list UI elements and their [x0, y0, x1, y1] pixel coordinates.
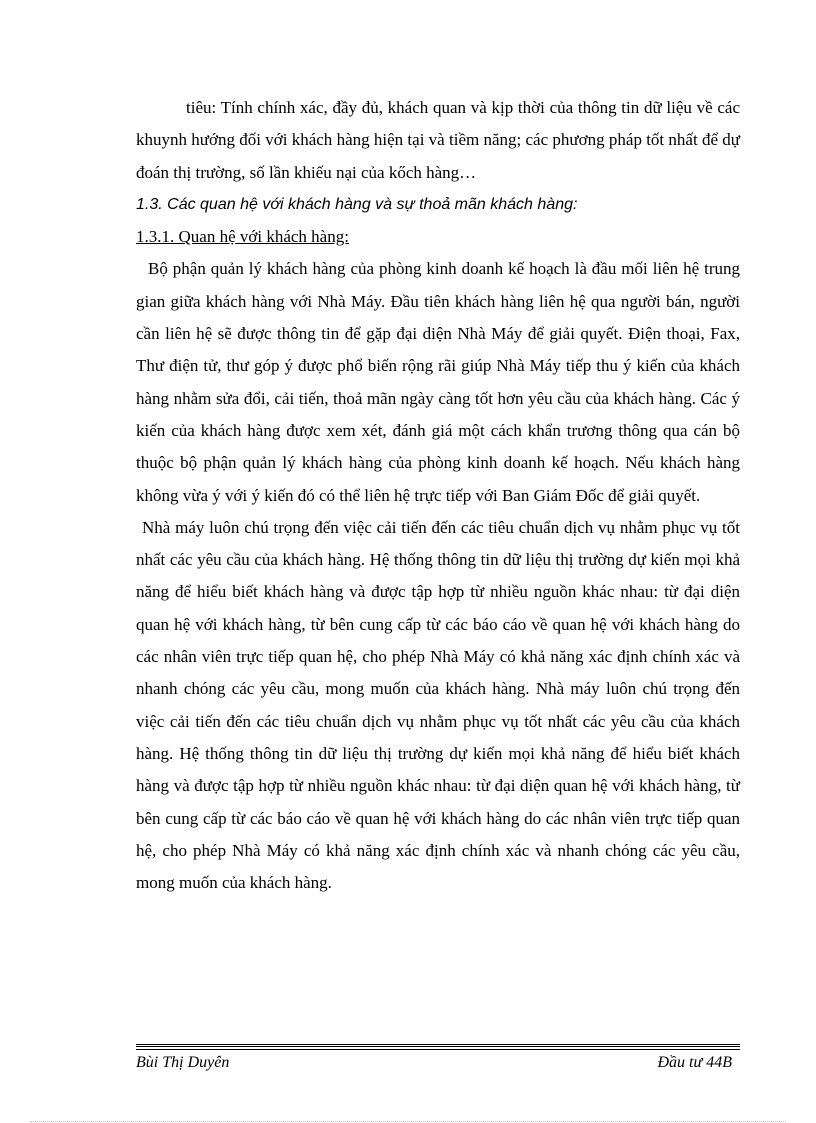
document-body	[136, 92, 740, 899]
subsection-heading: 1.3.1. Quan hệ với khách hàng:	[136, 227, 349, 247]
footer-divider	[136, 1044, 740, 1050]
intro-paragraph: tiêu: Tính chính xác, đầy đủ, khách quan và kịp thời của thông tin dữ liệu về các khuynh hướng đối với khách hàng hiện tại và tiềm năng; các phương pháp tốt nhất để dự đoán thị trường, số lần khiếu nại của kőch hàng…	[136, 98, 740, 182]
page-edge-divider	[30, 1121, 786, 1122]
footer-class-label: Đầu tư 44B	[657, 1054, 732, 1071]
paragraph-customer-relations: Bộ phận quản lý khách hàng của phòng kinh doanh kế hoạch là đầu mối liên hệ trung gian giữa khách hàng với Nhà Máy. Đầu tiên khách hàng liên hệ qua người bán, người cần liên hệ sẽ được thông tin để gặp đại diện Nhà Máy để giải quyết. Điện thoại, Fax, Thư điện tử, thư góp ý được phổ biến rộng rãi giúp Nhà Máy tiếp thu ý kiến của khách hàng nhằm sửa đổi, cải tiến, thoả mãn ngày càng tốt hơn yêu cầu của khách hàng. Các ý kiến của khách hàng được xem xét, đánh giá một cách khẩn trương thông qua cán bộ thuộc bộ phận quản lý khách hàng của phòng kinh doanh kế hoạch. Nếu khách hàng không vừa ý với ý kiến đó có thể liên hệ trực tiếp với Ban Giám Đốc để giải quyết.	[136, 259, 740, 505]
paragraph-service-standards: Nhà máy luôn chú trọng đến việc cải tiến đến các tiêu chuẩn dịch vụ nhằm phục vụ tốt nhất các yêu cầu của khách hàng. Hệ thống thông tin dữ liệu thị trường dự kiến mọi khả năng để hiểu biết khách hàng và được tập hợp từ nhiều nguồn khác nhau: từ đại diện quan hệ với khách hàng, từ bên cung cấp từ các báo cáo về quan hệ với khách hàng do các nhân viên trực tiếp quan hệ, cho phép Nhà Máy có khả năng xác định chính xác và nhanh chóng các yêu cầu, mong muốn của khách hàng. Nhà máy luôn chú trọng đến việc cải tiến đến các tiêu chuẩn dịch vụ nhằm phục vụ tốt nhất các yêu cầu của khách hàng. Hệ thống thông tin dữ liệu thị trường dự kiến mọi khả năng để hiểu biết khách hàng và được tập hợp từ nhiều nguồn khác nhau: từ đại diện quan hệ với khách hàng, từ bên cung cấp từ các báo cáo về quan hệ với khách hàng do các nhân viên trực tiếp quan hệ, cho phép Nhà Máy có khả năng xác định chính xác và nhanh chóng các yêu cầu, mong muốn của khách hàng.	[136, 517, 740, 893]
footer-author: Bùi Thị Duyên	[136, 1054, 230, 1071]
section-heading: 1.3. Các quan hệ với khách hàng và sự thoả mãn khách hàng:	[136, 195, 578, 213]
